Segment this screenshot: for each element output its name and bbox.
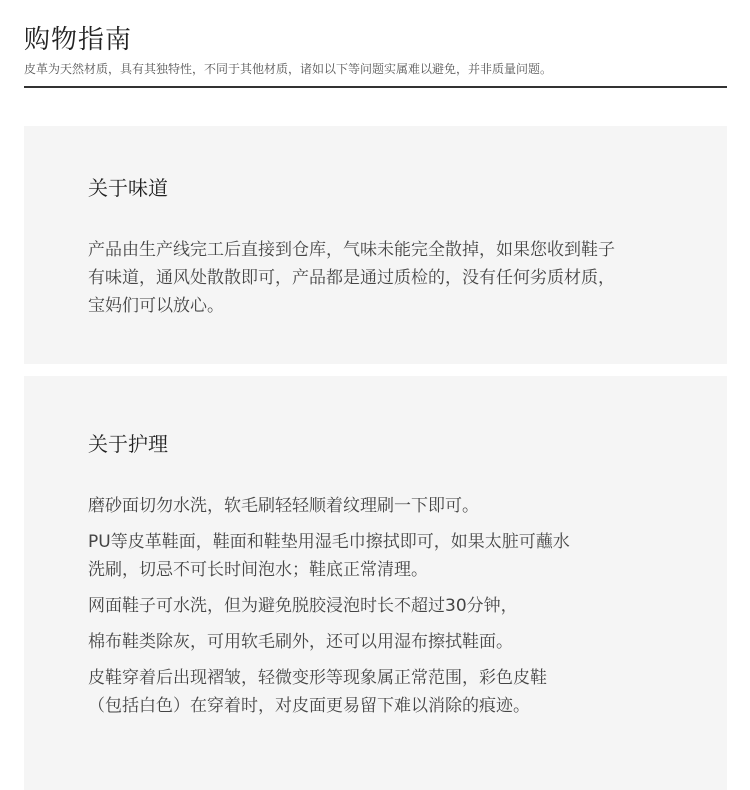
text-line: PU等皮革鞋面，鞋面和鞋垫用湿毛巾擦拭即可，如果太脏可蘸水	[88, 532, 570, 552]
care-section	[24, 376, 727, 790]
smell-section	[24, 126, 727, 364]
text-line: 网面鞋子可水洗，但为避免脱胶浸泡时长不超过30分钟，	[88, 596, 518, 616]
text-line: 皮鞋穿着后出现褶皱，轻微变形等现象属正常范围，彩色皮鞋	[88, 668, 547, 688]
section-title-care: 关于护理	[88, 432, 168, 456]
care-paragraph-leather	[88, 664, 688, 720]
smell-text	[88, 236, 688, 320]
page-title: 购物指南	[24, 25, 133, 55]
text-line: （包括白色）在穿着时，对皮面更易留下难以消除的痕迹。	[88, 696, 530, 716]
page-header	[24, 24, 727, 78]
care-paragraph-cloth	[88, 628, 688, 656]
text-line: 磨砂面切勿水洗，软毛刷轻轻顺着纹理刷一下即可。	[88, 496, 479, 516]
text-line: 洗刷，切忌不可长时间泡水；鞋底正常清理。	[88, 560, 428, 580]
section-title-smell: 关于味道	[88, 176, 168, 200]
header-divider	[24, 86, 727, 88]
care-paragraph-pu	[88, 528, 688, 584]
care-paragraph-suede	[88, 492, 688, 520]
care-text	[88, 492, 688, 728]
text-line: 有味道，通风处散散即可，产品都是通过质检的，没有任何劣质材质，	[88, 268, 615, 288]
text-line: 宝妈们可以放心。	[88, 296, 224, 316]
text-line: 棉布鞋类除灰，可用软毛刷外，还可以用湿布擦拭鞋面。	[88, 632, 513, 652]
text-line: 产品由生产线完工后直接到仓库，气味未能完全散掉，如果您收到鞋子	[88, 240, 615, 260]
care-paragraph-mesh	[88, 592, 688, 620]
page-subtitle: 皮革为天然材质，具有其独特性，不同于其他材质，诸如以下等问题实属难以避免，并非质量问题。	[24, 62, 553, 76]
